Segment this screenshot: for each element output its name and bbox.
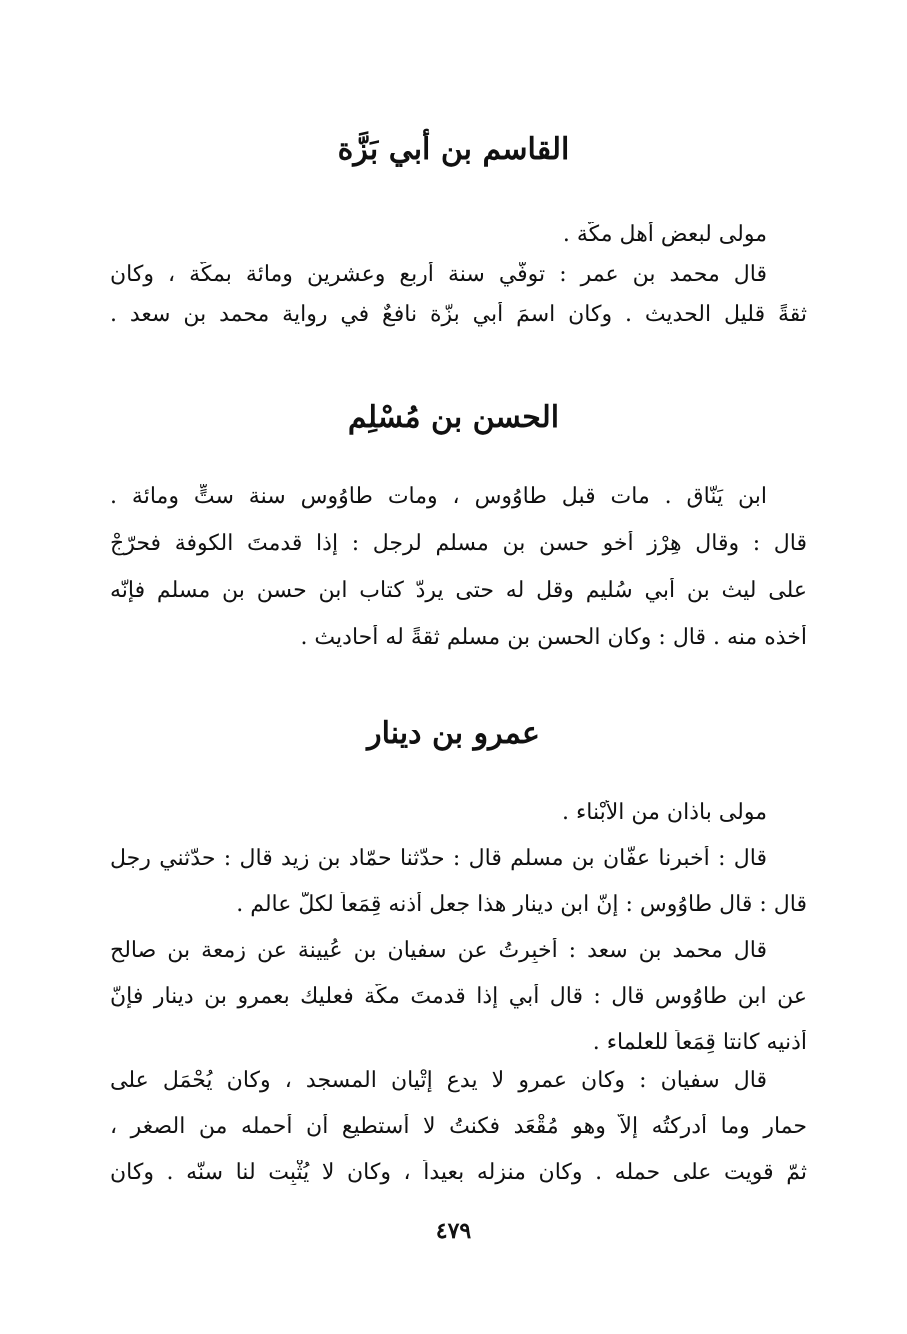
section-heading-amr: عمرو بن دينار [367, 716, 540, 751]
page-number: ٤٧٩ [435, 1218, 472, 1244]
section-heading-al-qasim: القاسم بن أبي بَزَّة [337, 132, 570, 167]
text-line: قال : أخبرنا عفّان بن مسلم قال : حدّثنا حمّاد بن زيد قال : حدّثني رجل [110, 846, 767, 871]
text-line: ثقةً قليل الحديث . وكان اسمَ أبي بزّة نافعٌ في رواية محمد بن سعد . [110, 302, 807, 327]
section-heading-al-hasan: الحسن بن مُسْلِم [347, 400, 560, 435]
text-line: أذنيه كانتا قِمَعاً للعلماء . [592, 1030, 807, 1055]
text-line: حمار وما أدركتُه إلاّ وهو مُقْعَد فكنتُ لا أستطيع أن أحمله من الصغر ، [110, 1114, 807, 1139]
text-line: أخذه منه . قال : وكان الحسن بن مسلم ثقةً له أحاديث . [300, 625, 807, 650]
text-line: قال : قال طاوُوس : إنّ ابن دينار هذا جعل أُذنه قِمَعاً لكلّ عالم . [236, 892, 807, 917]
text-line: ابن يَنّاق . مات قبل طاوُوس ، ومات طاوُوس سنة ستٍّ ومائة . [110, 484, 767, 509]
text-line: قال سفيان : وكان عمرو لا يدع إتْيان المسجد ، وكان يُحْمَل على [110, 1068, 767, 1093]
text-line: قال محمد بن عمر : توفّي سنة أربعٍ وعشرين ومائة بمكّة ، وكان [110, 262, 767, 287]
text-line: عن ابن طاوُوس قال : قال أبي إذا قدمتَ مكّة فعليك بعمرو بن دينار فإنّ [110, 984, 807, 1009]
text-line: ثمّ قويت على حمله . وكان منزله بعيداً ، وكان لا يُثْبِت لنا سنّه . وكان [110, 1160, 807, 1185]
text-line: مولى لبعض أهل مكّة . [562, 222, 767, 247]
text-line: قال محمد بن سعد : أُخبِرتُ عن سفيان بن عُيينة عن زمعة بن صالح [110, 938, 767, 963]
text-line: مولى باذان من الأبْناء . [561, 800, 767, 825]
text-line: على ليث بن أبي سُليم وقل له حتى يردّ كتاب ابن حسن بن مسلم فإنّه [110, 578, 807, 603]
text-line: قال : وقال هِرْز أخو حسن بن مسلم لرجل : إذا قدمتَ الكوفة فحرّجْ [110, 531, 807, 556]
